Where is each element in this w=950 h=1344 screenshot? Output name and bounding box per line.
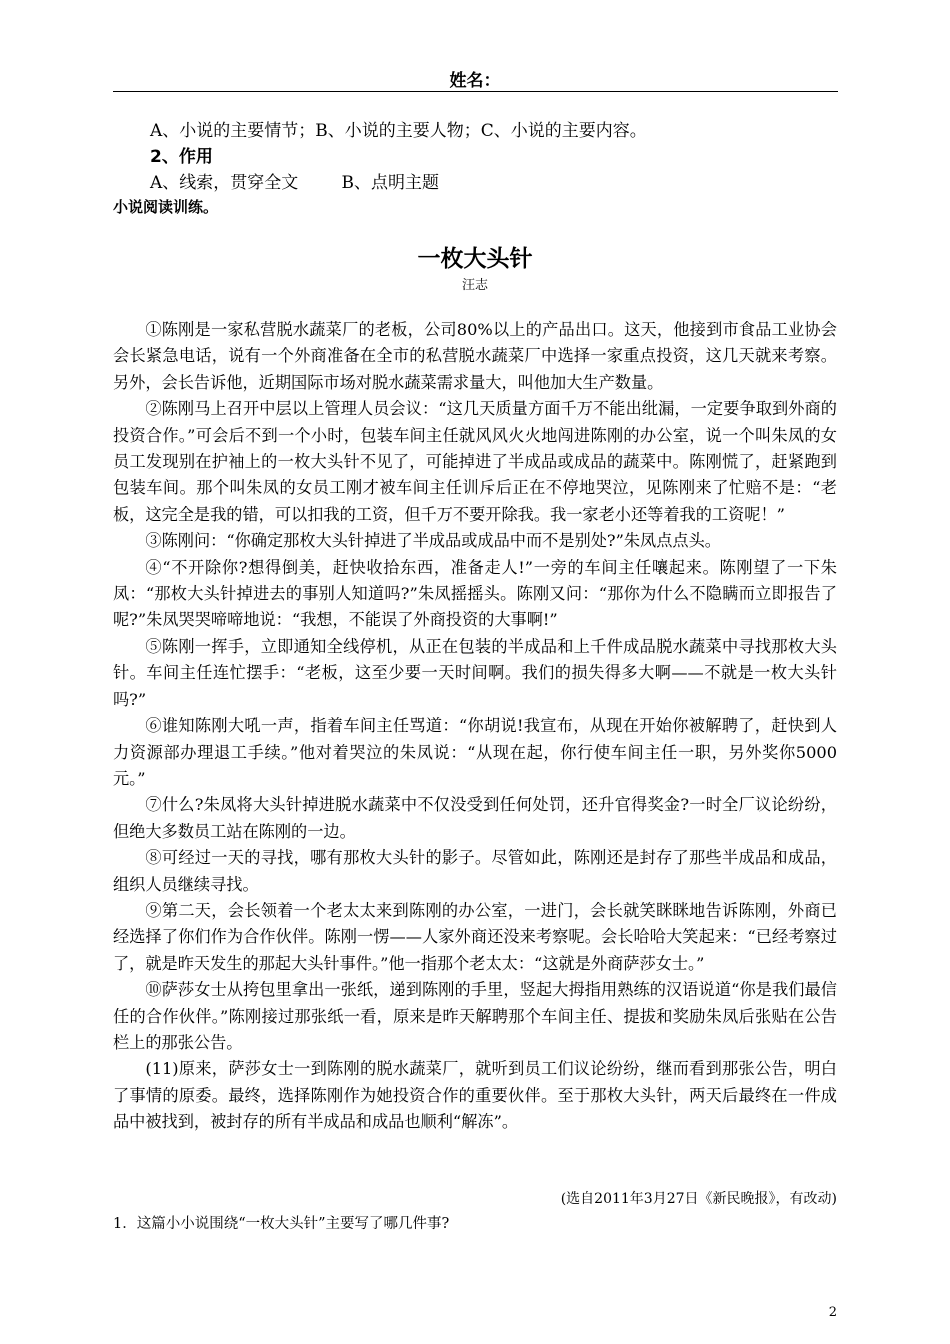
name-label: 姓名： <box>449 71 501 91</box>
story-body <box>113 317 837 1136</box>
paragraph: ⑥谁知陈刚大吼一声，指着车间主任骂道：“你胡说!我宣布，从现在开始你被解聘了，赶快到人力资源部办理退工手续。”他对着哭泣的朱凤说：“从现在起，你行使车间主任一职，另外奖你5000元。” <box>113 716 837 788</box>
paragraph: ⑦什么?朱凤将大头针掉进脱水蔬菜中不仅没受到任何处罚，还升官得奖金?一时全厂议论纷纷，但绝大多数员工站在陈刚的一边。 <box>113 795 837 841</box>
paragraph: ⑨第二天，会长领着一个老太太来到陈刚的办公室，一进门，会长就笑眯眯地告诉陈刚，外商已经选择了你们作为合作伙伴。陈刚一愣——人家外商还没来考察呢。会长哈哈大笑起来：“已经考察过了，就是昨天发生的那起大头针事件。”他一指那个老太太：“这就是外商萨莎女士。” <box>113 900 837 973</box>
paragraph: ⑤陈刚一挥手，立即通知全线停机，从正在包装的半成品和上千件成品脱水蔬菜中寻找那枚大头针。车间主任连忙摆手：“老板，这至少要一天时间啊。我们的损失得多大啊——不就是一枚大头针吗?” <box>113 636 837 709</box>
paragraph: ①陈刚是一家私营脱水蔬菜厂的老板，公司80%以上的产品出口。这天，他接到市食品工业协会会长紧急电话，说有一个外商准备在全市的私营脱水蔬菜厂中选择一家重点投资，这几天就来考察。另外，会长告诉他，近期国际市场对脱水蔬菜需求量大，叫他加大生产数量。 <box>113 320 837 392</box>
question-1: 1．这篇小小说围绕“一枚大头针”主要写了哪几件事? <box>113 1216 450 1232</box>
section2-title: 2、作用 <box>150 147 213 167</box>
paragraph: ③陈刚问：“你确定那枚大头针掉进了半成品或成品中而不是别处?”朱凤点点头。 <box>145 531 721 551</box>
paragraph: ⑩萨莎女士从挎包里拿出一张纸，递到陈刚的手里，竖起大拇指用熟练的汉语说道“你是我们最信任的合作伙伴。”陈刚接过那张纸一看，原来是昨天解聘那个车间主任、提拔和奖励朱凤后张贴在公告栏上的那张公告。 <box>113 980 837 1052</box>
section-title: 小说阅读训练。 <box>113 198 219 216</box>
paragraph: ⑧可经过一天的寻找，哪有那枚大头针的影子。尽管如此，陈刚还是封存了那些半成品和成品，组织人员继续寻找。 <box>113 848 837 894</box>
story-author: 汪志 <box>461 278 488 293</box>
page-number: 2 <box>828 1305 837 1320</box>
options-line: A、小说的主要情节；B、小说的主要人物；C、小说的主要内容。 <box>150 121 647 141</box>
paragraph: ④“不开除你?想得倒美，赶快收拾东西，准备走人!”一旁的车间主任嚷起来。陈刚望了一下朱凤：“那枚大头针掉进去的事别人知道吗?”朱凤摇摇头。陈刚又问：“那你为什么不隐瞒而立即报告了呢?”朱凤哭哭啼啼地说：“我想，不能误了外商投资的大事啊!” <box>113 557 837 630</box>
paragraph: ②陈刚马上召开中层以上管理人员会议：“这几天质量方面千万不能出纰漏，一定要争取到外商的投资合作。”可会后不到一个小时，包装车间主任就风风火火地闯进陈刚的办公室，说一个叫朱凤的女员工发现别在护袖上的一枚大头针不见了，可能掉进了半成品或成品的蔬菜中。陈刚慌了，赶紧跑到包装车间。那个叫朱凤的女员工刚才被车间主任训斥后正在不停地哭泣，见陈刚来了忙赔不是：“老板，这完全是我的错，可以扣我的工资，但千万不要开除我。我一家老小还等着我的工资呢！” <box>113 399 837 524</box>
paragraph: (11)原来，萨莎女士一到陈刚的脱水蔬菜厂，就听到员工们议论纷纷，继而看到那张公告，明白了事情的原委。最终，选择陈刚作为她投资合作的重要伙伴。至于那枚大头针，两天后最终在一件成品中被找到，被封存的所有半成品和成品也顺利“解冻”。 <box>113 1059 837 1132</box>
header-divider <box>113 91 838 92</box>
story-title: 一枚大头针 <box>417 246 533 272</box>
source-citation: (选自2011年3月27日《新民晚报》，有改动) <box>560 1191 837 1207</box>
section2-options: A、线索，贯穿全文 B、点明主题 <box>150 173 439 193</box>
